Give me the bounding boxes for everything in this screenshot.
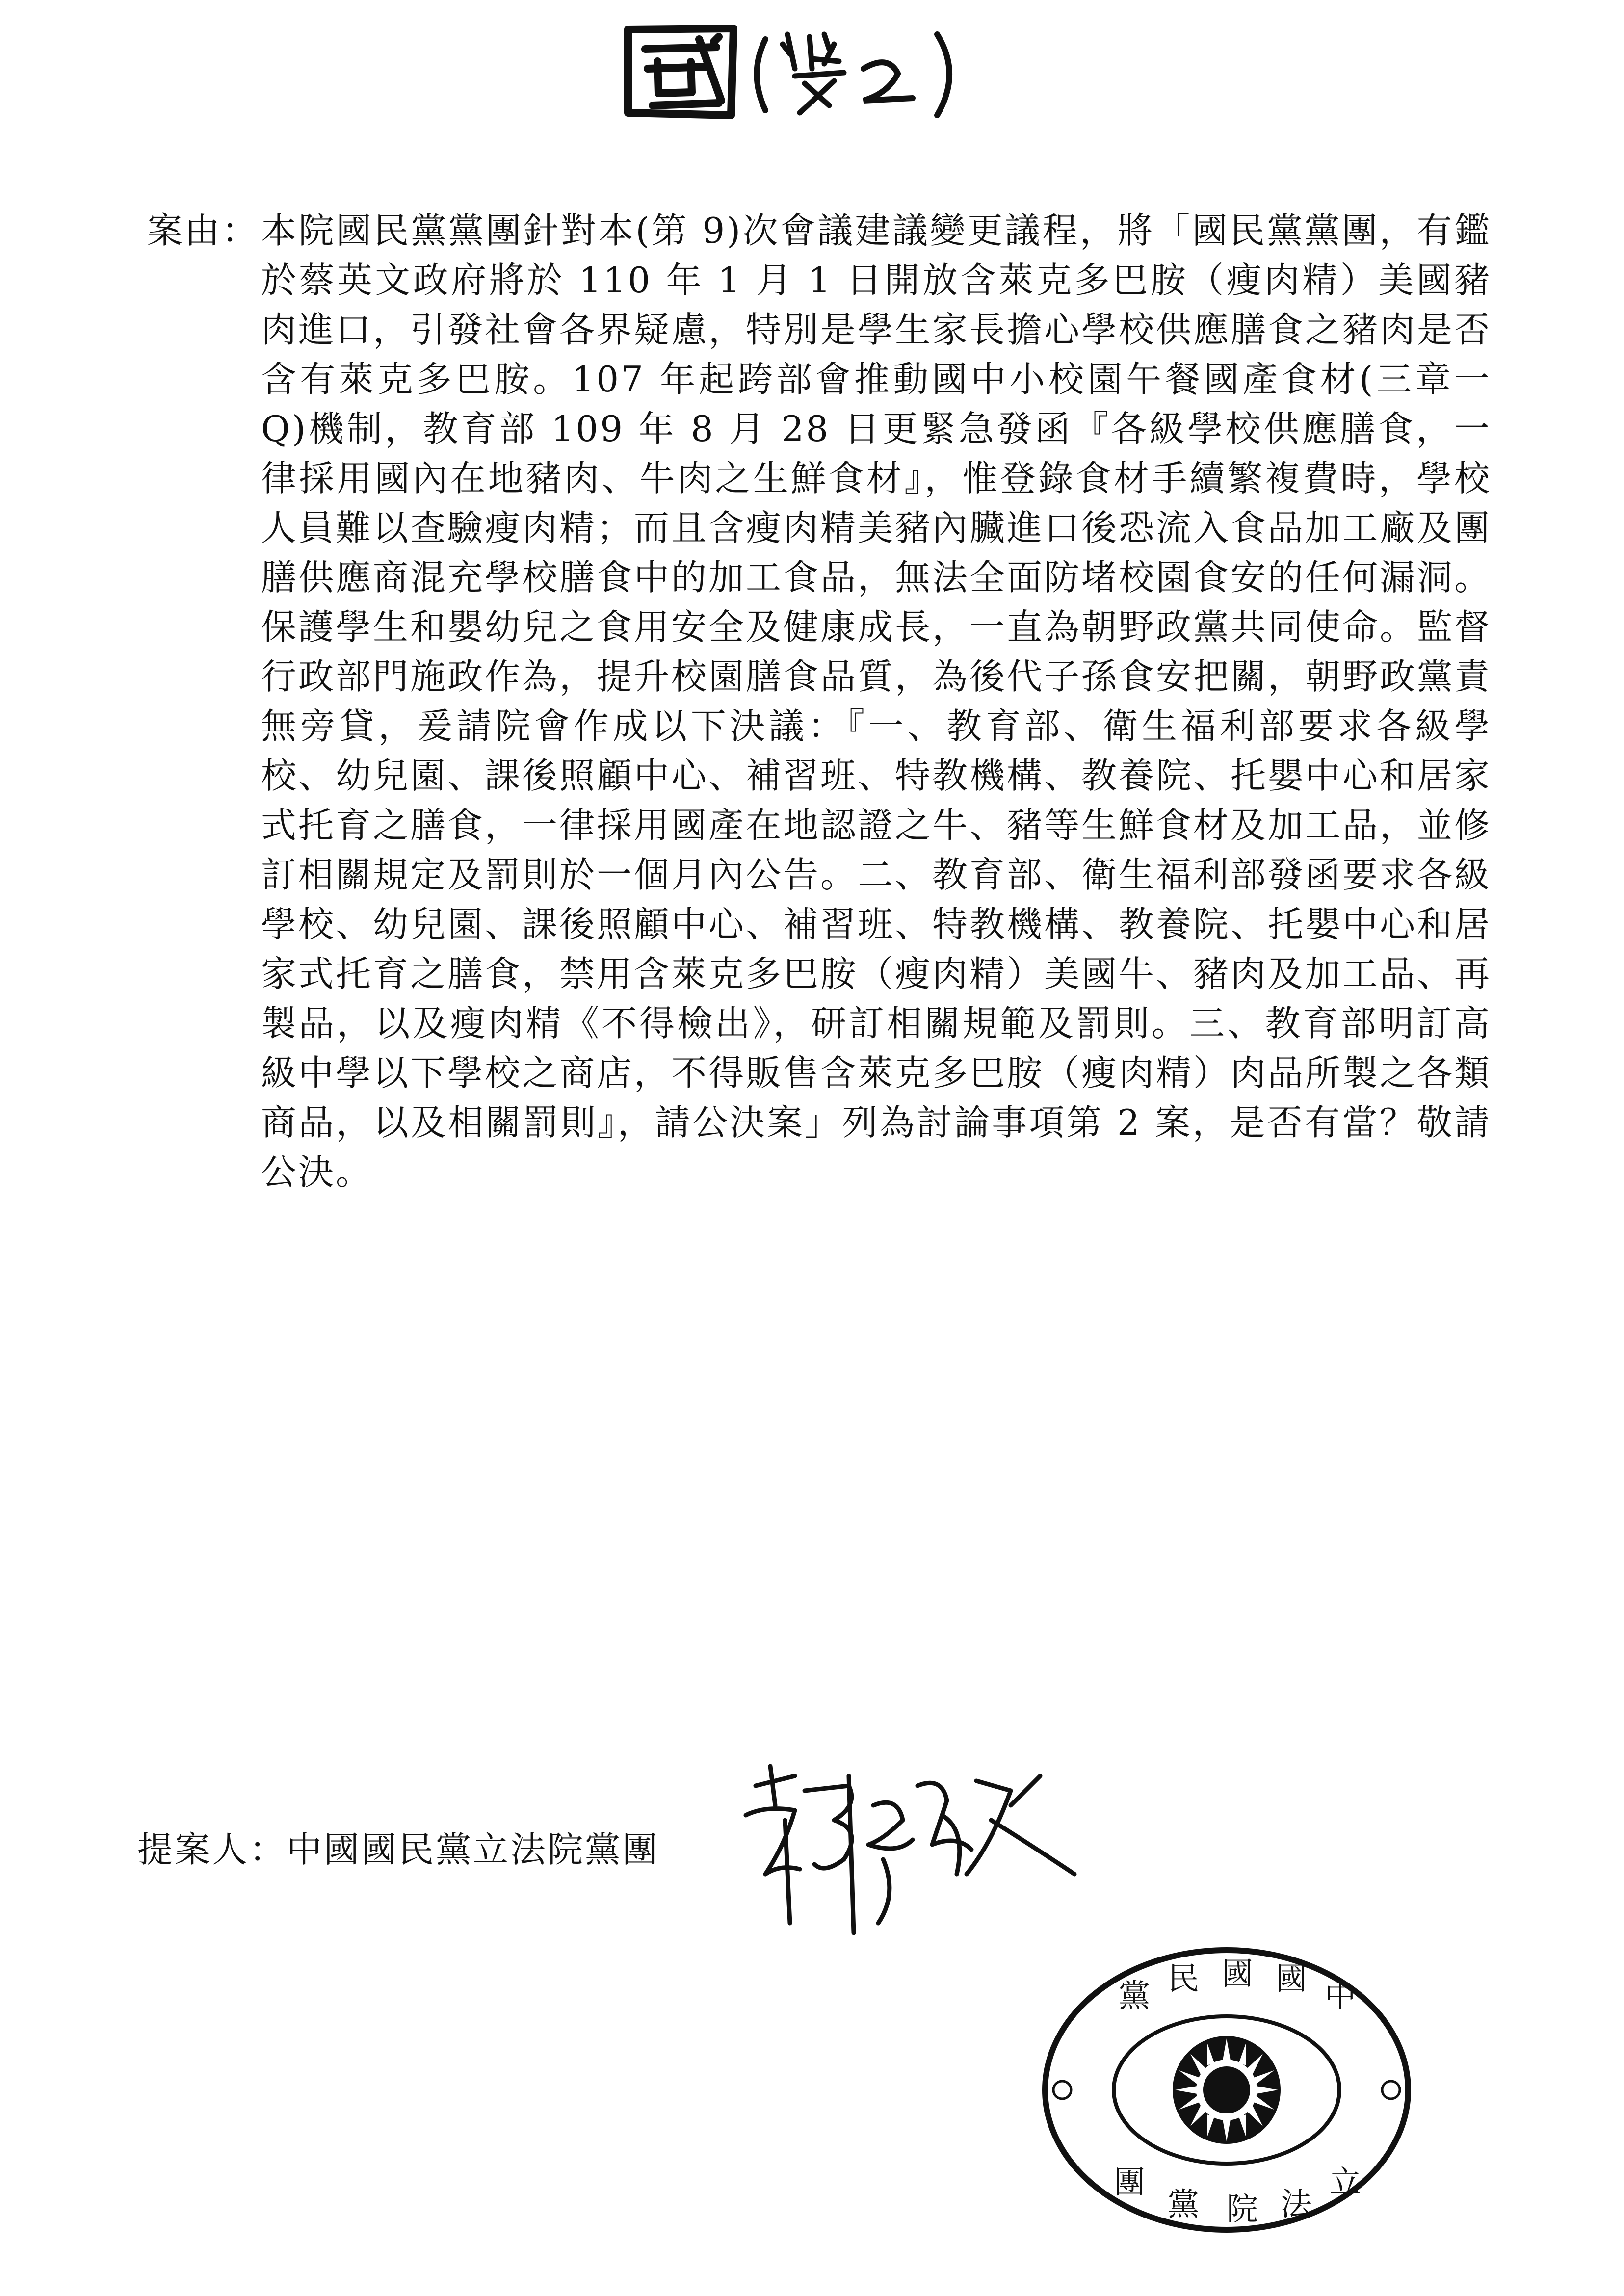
svg-text:法: 法	[1281, 2187, 1312, 2223]
svg-text:立: 立	[1330, 2165, 1361, 2201]
svg-text:民: 民	[1168, 1961, 1199, 1997]
svg-text:國: 國	[1222, 1956, 1253, 1992]
case-row	[147, 206, 1529, 1197]
handwritten-signature	[736, 1747, 1079, 1943]
seal-drawing	[1040, 1943, 1413, 2237]
case-section	[147, 206, 1529, 1197]
handwritten-header-drawing	[618, 15, 991, 123]
signature-drawing	[736, 1747, 1079, 1943]
svg-text:中: 中	[1325, 1978, 1356, 2014]
svg-text:黨: 黨	[1168, 2187, 1199, 2223]
case-body-text: 本院國民黨黨團針對本(第 9)次會議建議變更議程，將「國民黨黨團，有鑑於蔡英文政府將於 110 年 1 月 1 日開放含萊克多巴胺（瘦肉精）美國豬肉進口，引發社會各界疑慮，特別是學生家長擔心學校供應膳食之豬肉是否含有萊克多巴胺。107 年起跨部會推動國中小校園午餐國產食材(三章一 Q)機制，教育部 109 年 8 月 28 日更緊急發函『各級學校供應膳食，一律採用國內在地豬肉、牛肉之生鮮食材』，惟登錄食材手續繁複費時，學校人員難以查驗瘦肉精；而且含瘦肉精美豬內臟進口後恐流入食品加工廠及團膳供應商混充學校膳食中的加工食品，無法全面防堵校園食安的任何漏洞。保護學生和嬰幼兒之食用安全及健康成長，一直為朝野政黨共同使命。監督行政部門施政作為，提升校園膳食品質，為後代子孫食安把關，朝野政黨責無旁貸，爰請院會作成以下決議：『一、教育部、衛生福利部要求各級學校、幼兒園、課後照顧中心、補習班、特教機構、教養院、托嬰中心和居家式托育之膳食，一律採用國產在地認證之牛、豬等生鮮食材及加工品，並修訂相關規定及罰則於一個月內公告。二、教育部、衛生福利部發函要求各級學校、幼兒園、課後照顧中心、補習班、特教機構、教養院、托嬰中心和居家式托育之膳食，禁用含萊克多巴胺（瘦肉精）美國牛、豬肉及加工品、再製品，以及瘦肉精《不得檢出》，研訂相關規範及罰則。三、教育部明訂高級中學以下學校之商店，不得販售含萊克多巴胺（瘦肉精）肉品所製之各類商品，以及相關罰則』，請公決案」列為討論事項第 2 案，是否有當？敬請 公決。	[261, 210, 1529, 1193]
proposer-line: 提案人：中國國民黨立法院黨團	[137, 1829, 660, 1870]
party-seal	[1040, 1943, 1413, 2237]
svg-text:院: 院	[1227, 2192, 1258, 2228]
svg-text:國: 國	[1276, 1961, 1307, 1997]
svg-text:黨: 黨	[1119, 1978, 1150, 2014]
svg-text:團: 團	[1114, 2165, 1145, 2201]
sun-emblem-icon	[1173, 2036, 1281, 2144]
case-label: 案由：	[147, 210, 260, 251]
handwritten-header	[618, 15, 991, 123]
